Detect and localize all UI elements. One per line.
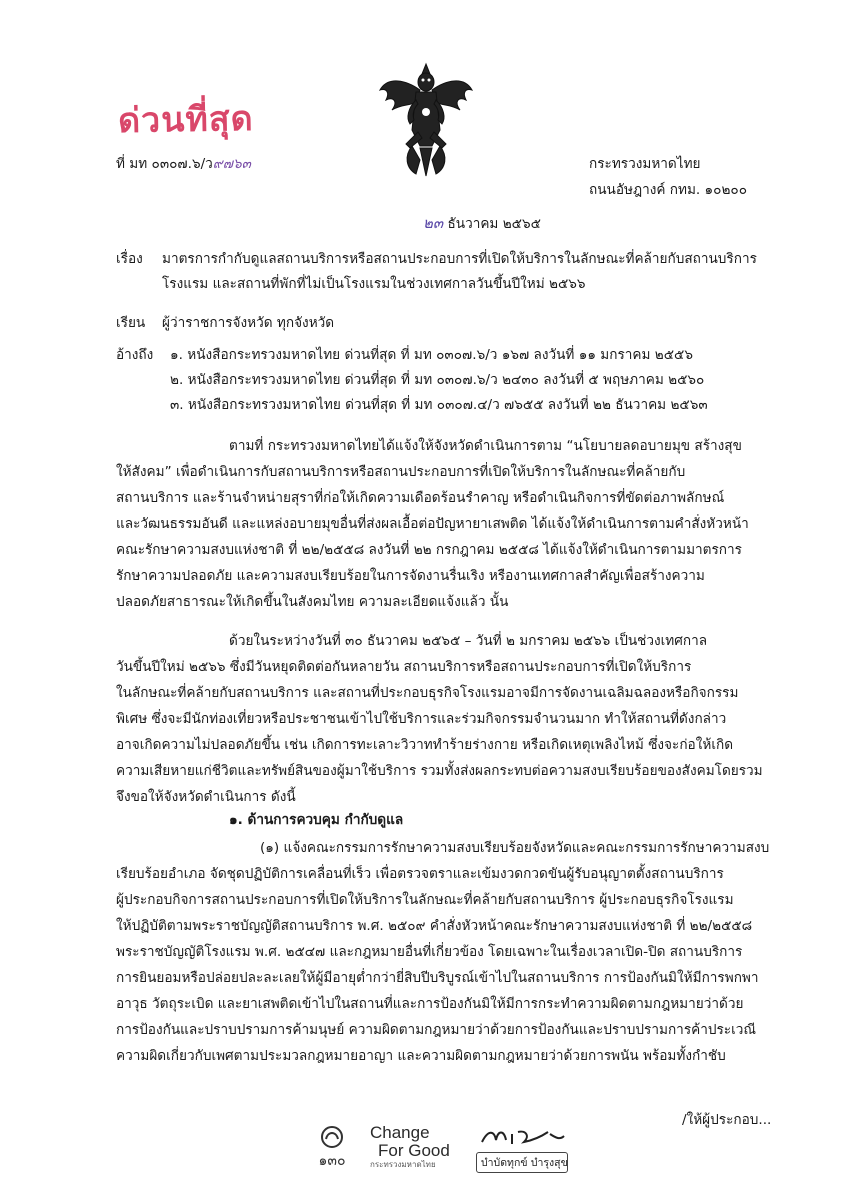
para3-line-3: ผู้ประกอบกิจการสถานประกอบการที่เปิดให้บริการในลักษณะที่คล้ายกับสถานบริการ ผู้ประกอบธุรกิจโรงแรม [116, 892, 734, 908]
motto-logo [476, 1126, 568, 1172]
para3-line-4: ให้ปฏิบัติตามพระราชบัญญัติสถานบริการ พ.ศ. ๒๕๐๙ คำสั่งหัวหน้าคณะรักษาความสงบแห่งชาติ ที่ ๒๒/๒๕๕๘ [116, 918, 753, 934]
ministry-sub-text: กระทรวงมหาดไทย [370, 1160, 436, 1169]
para2-line-7: จึงขอให้จังหวัดดำเนินการ ดังนี้ [116, 789, 296, 805]
document-number: ที่ มท ๐๓๐๗.๖/ว๙๗๖๓ [116, 156, 251, 172]
document-date: ๒๓ ธันวาคม ๒๕๖๕ [423, 214, 541, 232]
para3-line-1: (๑) แจ้งคณะกรรมการรักษาความสงบเรียบร้อยจังหวัดและคณะกรรมการรักษาความสงบ [260, 840, 770, 856]
para3-line-5: พระราชบัญญัติโรงแรม พ.ศ. ๒๕๔๗ และกฎหมายอื่นที่เกี่ยวข้อง โดยเฉพาะในเรื่องเวลาเปิด-ปิด สถานบริการ [116, 944, 743, 960]
section-1-heading: ๑. ด้านการควบคุม กำกับดูแล [229, 812, 404, 828]
handwritten-number: ๙๗๖๓ [212, 156, 251, 172]
ministry-address: ถนนอัษฎางค์ กทม. ๑๐๒๐๐ [589, 182, 748, 198]
para1-line-3: สถานบริการ และร้านจำหน่ายสุราที่ก่อให้เกิดความเดือดร้อนรำคาญ หรือดำเนินกิจการที่ขัดต่อภาพลักษณ์ [116, 490, 725, 506]
para2-line-3: ในลักษณะที่คล้ายกับสถานบริการ และสถานที่ประกอบธุรกิจโรงแรมอาจมีการจัดงานเฉลิมฉลองหรือกิจกรรม [116, 685, 739, 701]
para2-line-5: อาจเกิดความไม่ปลอดภัยขึ้น เช่น เกิดการทะเลาะวิวาททำร้ายร่างกาย หรือเกิดเหตุเพลิงไหม้ ซึ่งจะก่อให้เกิด [116, 737, 734, 753]
para1-line-7: ปลอดภัยสาธารณะให้เกิดขึ้นในสังคมไทย ความละเอียดแจ้งแล้ว นั้น [116, 594, 509, 610]
para1-line-6: รักษาความปลอดภัย และความสงบเรียบร้อยในการจัดงานรื่นเริง หรืองานเทศกาลสำคัญเพื่อสร้างความ [116, 568, 705, 584]
logo-130-text: ๑๓๐ [318, 1153, 346, 1169]
para1-line-1: ตามที่ กระทรวงมหาดไทยได้แจ้งให้จังหวัดดำเนินการตาม “นโยบายลดอบายมุข สร้างสุข [229, 438, 742, 454]
for-good-text: For Good [378, 1141, 450, 1160]
garuda-emblem [376, 60, 476, 178]
anniversary-130-logo [310, 1125, 354, 1175]
para2-line-2: วันขึ้นปีใหม่ ๒๕๖๖ ซึ่งมีวันหยุดติดต่อกันหลายวัน สถานบริการหรือสถานประกอบการที่เปิดให้บริการ [116, 659, 692, 675]
ministry-name: กระทรวงมหาดไทย [589, 156, 701, 172]
change-text: Change [370, 1123, 430, 1142]
signature-mark [476, 1126, 568, 1148]
para3-line-2: เรียบร้อยอำเภอ จัดชุดปฏิบัติการเคลื่อนที่เร็ว เพื่อตรวจตราและเข้มงวดกวดขันผู้รับอนุญาตตั้งสถานบริการ [116, 866, 724, 882]
reference-item-1: ๑. หนังสือกระทรวงมหาดไทย ด่วนที่สุด ที่ มท ๐๓๐๗.๖/ว ๑๖๗ ลงวันที่ ๑๑ มกราคม ๒๕๕๖ [170, 347, 693, 363]
para1-line-5: คณะรักษาความสงบแห่งชาติ ที่ ๒๒/๒๕๕๘ ลงวันที่ ๒๒ กรกฎาคม ๒๕๕๘ ได้แจ้งให้ดำเนินการตามมาตรการ [116, 542, 742, 558]
para1-line-4: และวัฒนธรรมอันดี และแหล่งอบายมุขอื่นที่ส่งผลเอื้อต่อปัญหายาเสพติด ได้แจ้งให้ดำเนินการตามคำสั่งหัวหน้า [116, 516, 749, 532]
emblem-icon [318, 1125, 346, 1149]
change-for-good-logo [370, 1124, 470, 1176]
urgent-stamp: ด่วนที่สุด [117, 98, 255, 142]
recipient: ผู้ว่าราชการจังหวัด ทุกจังหวัด [162, 315, 335, 331]
motto-text: บำบัดทุกข์ บำรุงสุข [476, 1152, 568, 1173]
para3-line-9: ความผิดเกี่ยวกับเพศตามประมวลกฎหมายอาญา และความผิดตามกฎหมายว่าด้วยการพนัน พร้อมทั้งกำชับ [116, 1048, 726, 1064]
para2-line-4: พิเศษ ซึ่งจะมีนักท่องเที่ยวหรือประชาชนเข้าไปใช้บริการและร่วมกิจกรรมจำนวนมาก ทำให้สถานที่ดังกล่าว [116, 711, 727, 727]
para1-line-2: ให้สังคม” เพื่อดำเนินการกับสถานบริการหรือสถานประกอบการที่เปิดให้บริการในลักษณะที่คล้ายกับ [116, 464, 686, 480]
reference-item-3: ๓. หนังสือกระทรวงมหาดไทย ด่วนที่สุด ที่ มท ๐๓๐๗.๔/ว ๗๖๕๕ ลงวันที่ ๒๒ ธันวาคม ๒๕๖๓ [170, 397, 708, 413]
continuation-text: /ให้ผู้ประกอบ... [682, 1112, 772, 1128]
subject-line-1: มาตรการกำกับดูแลสถานบริการหรือสถานประกอบการที่เปิดให้บริการในลักษณะที่คล้ายกับสถานบริการ [162, 251, 757, 267]
para2-line-6: ความเสียหายแก่ชีวิตและทรัพย์สินของผู้มาใช้บริการ รวมทั้งส่งผลกระทบต่อความสงบเรียบร้อยของสังคมโดยรวม [116, 763, 763, 779]
para3-line-6: การยินยอมหรือปล่อยปละละเลยให้ผู้มีอายุต่ำกว่ายี่สิบปีบริบูรณ์เข้าไปในสถานบริการ การป้องกันมิให้มีการพกพา [116, 970, 759, 986]
subject-line-2: โรงแรม และสถานที่พักที่ไม่เป็นโรงแรมในช่วงเทศกาลวันขึ้นปีใหม่ ๒๕๖๖ [162, 276, 586, 292]
date-day-handwritten: ๒๓ [423, 214, 444, 232]
subject-label: เรื่อง [116, 251, 143, 267]
reference-item-2: ๒. หนังสือกระทรวงมหาดไทย ด่วนที่สุด ที่ มท ๐๓๐๗.๖/ว ๒๔๓๐ ลงวันที่ ๕ พฤษภาคม ๒๕๖๐ [170, 372, 705, 388]
para2-line-1: ด้วยในระหว่างวันที่ ๓๐ ธันวาคม ๒๕๖๕ – วันที่ ๒ มกราคม ๒๕๖๖ เป็นช่วงเทศกาล [229, 633, 708, 649]
references-label: อ้างถึง [116, 347, 154, 363]
para3-line-8: การป้องกันและปราบปรามการค้ามนุษย์ ความผิดตามกฎหมายว่าด้วยการป้องกันและปราบปรามการค้าประเวณี [116, 1022, 756, 1038]
para3-line-7: อาวุธ วัตถุระเบิด และยาเสพติดเข้าไปในสถานที่และการป้องกันมิให้มีการกระทำความผิดตามกฎหมายว่าด้วย [116, 996, 744, 1012]
recipient-label: เรียน [116, 315, 146, 331]
